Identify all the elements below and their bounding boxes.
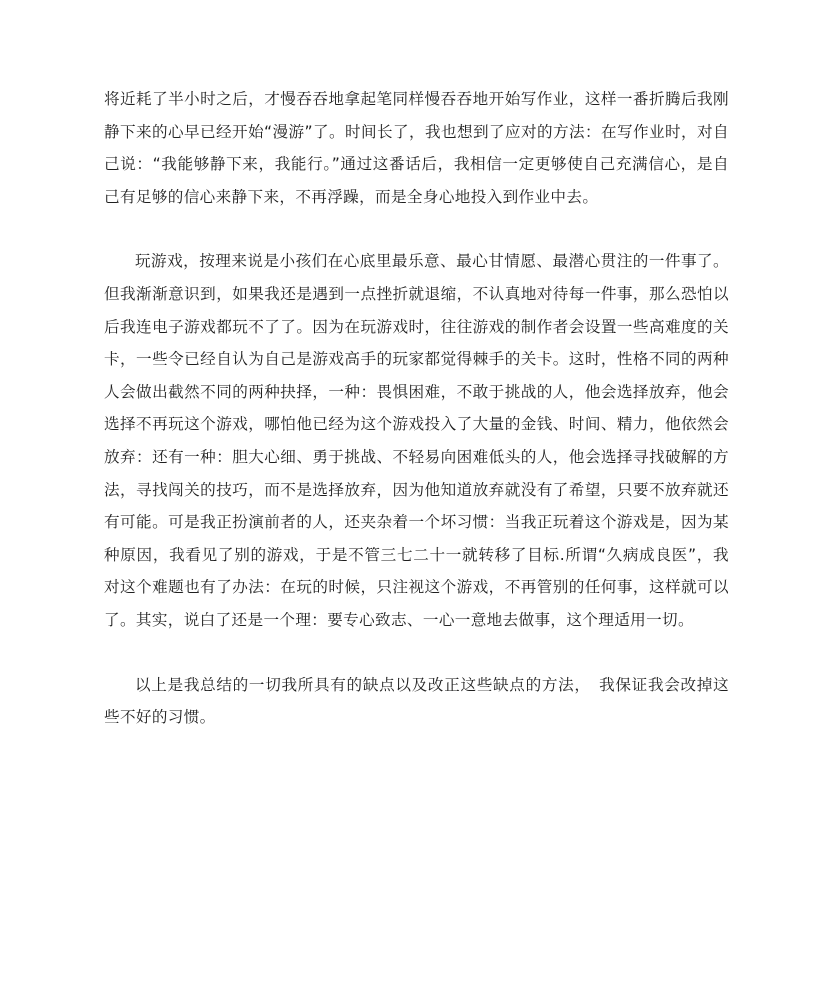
paragraph-3: 以上是我总结的一切我所具有的缺点以及改正这些缺点的方法， 我保证我会改掉这些不好的习惯。 — [104, 675, 729, 727]
paragraph-gap — [104, 637, 729, 669]
document-body — [104, 83, 729, 734]
paragraph-gap — [104, 213, 729, 245]
paragraph-1: 将近耗了半小时之后，才慢吞吞地拿起笔同样慢吞吞地开始写作业，这样一番折腾后我刚静下来的心早已经开始“漫游”了。时间长了，我也想到了应对的方法：在写作业时，对自己说：“我能够静下来，我能行。”通过这番话后，我相信一定更够使自己充满信心，是自己有足够的信心来静下来，不再浮躁，而是全身心地投入到作业中去。 — [104, 90, 729, 206]
paragraph-2: 玩游戏，按理来说是小孩们在心底里最乐意、最心甘情愿、最潜心贯注的一件事了。但我渐渐意识到，如果我还是遇到一点挫折就退缩，不认真地对待每一件事，那么恐怕以后我连电子游戏都玩不了了。因为在玩游戏时，往往游戏的制作者会设置一些高难度的关卡，一些令已经自认为自己是游戏高手的玩家都觉得棘手的关卡。这时，性格不同的两种人会做出截然不同的两种抉择，一种：畏惧困难，不敢于挑战的人，他会选择放弃，他会选择不再玩这个游戏，哪怕他已经为这个游戏投入了大量的金钱、时间、精力，他依然会放弃：还有一种：胆大心细、勇于挑战、不轻易向困难低头的人，他会选择寻找破解的方法，寻找闯关的技巧，而不是选择放弃，因为他知道放弃就没有了希望，只要不放弃就还有可能。可是我正扮演前者的人，还夹杂着一个坏习惯：当我正玩着这个游戏是，因为某种原因，我看见了别的游戏，于是不管三七二十一就转移了目标.所谓“久病成良医”，我对这个难题也有了办法：在玩的时候，只注视这个游戏，不再管别的任何事，这样就可以了。其实，说白了还是一个理：要专心致志、一心一意地去做事，这个理适用一切。 — [104, 252, 729, 629]
